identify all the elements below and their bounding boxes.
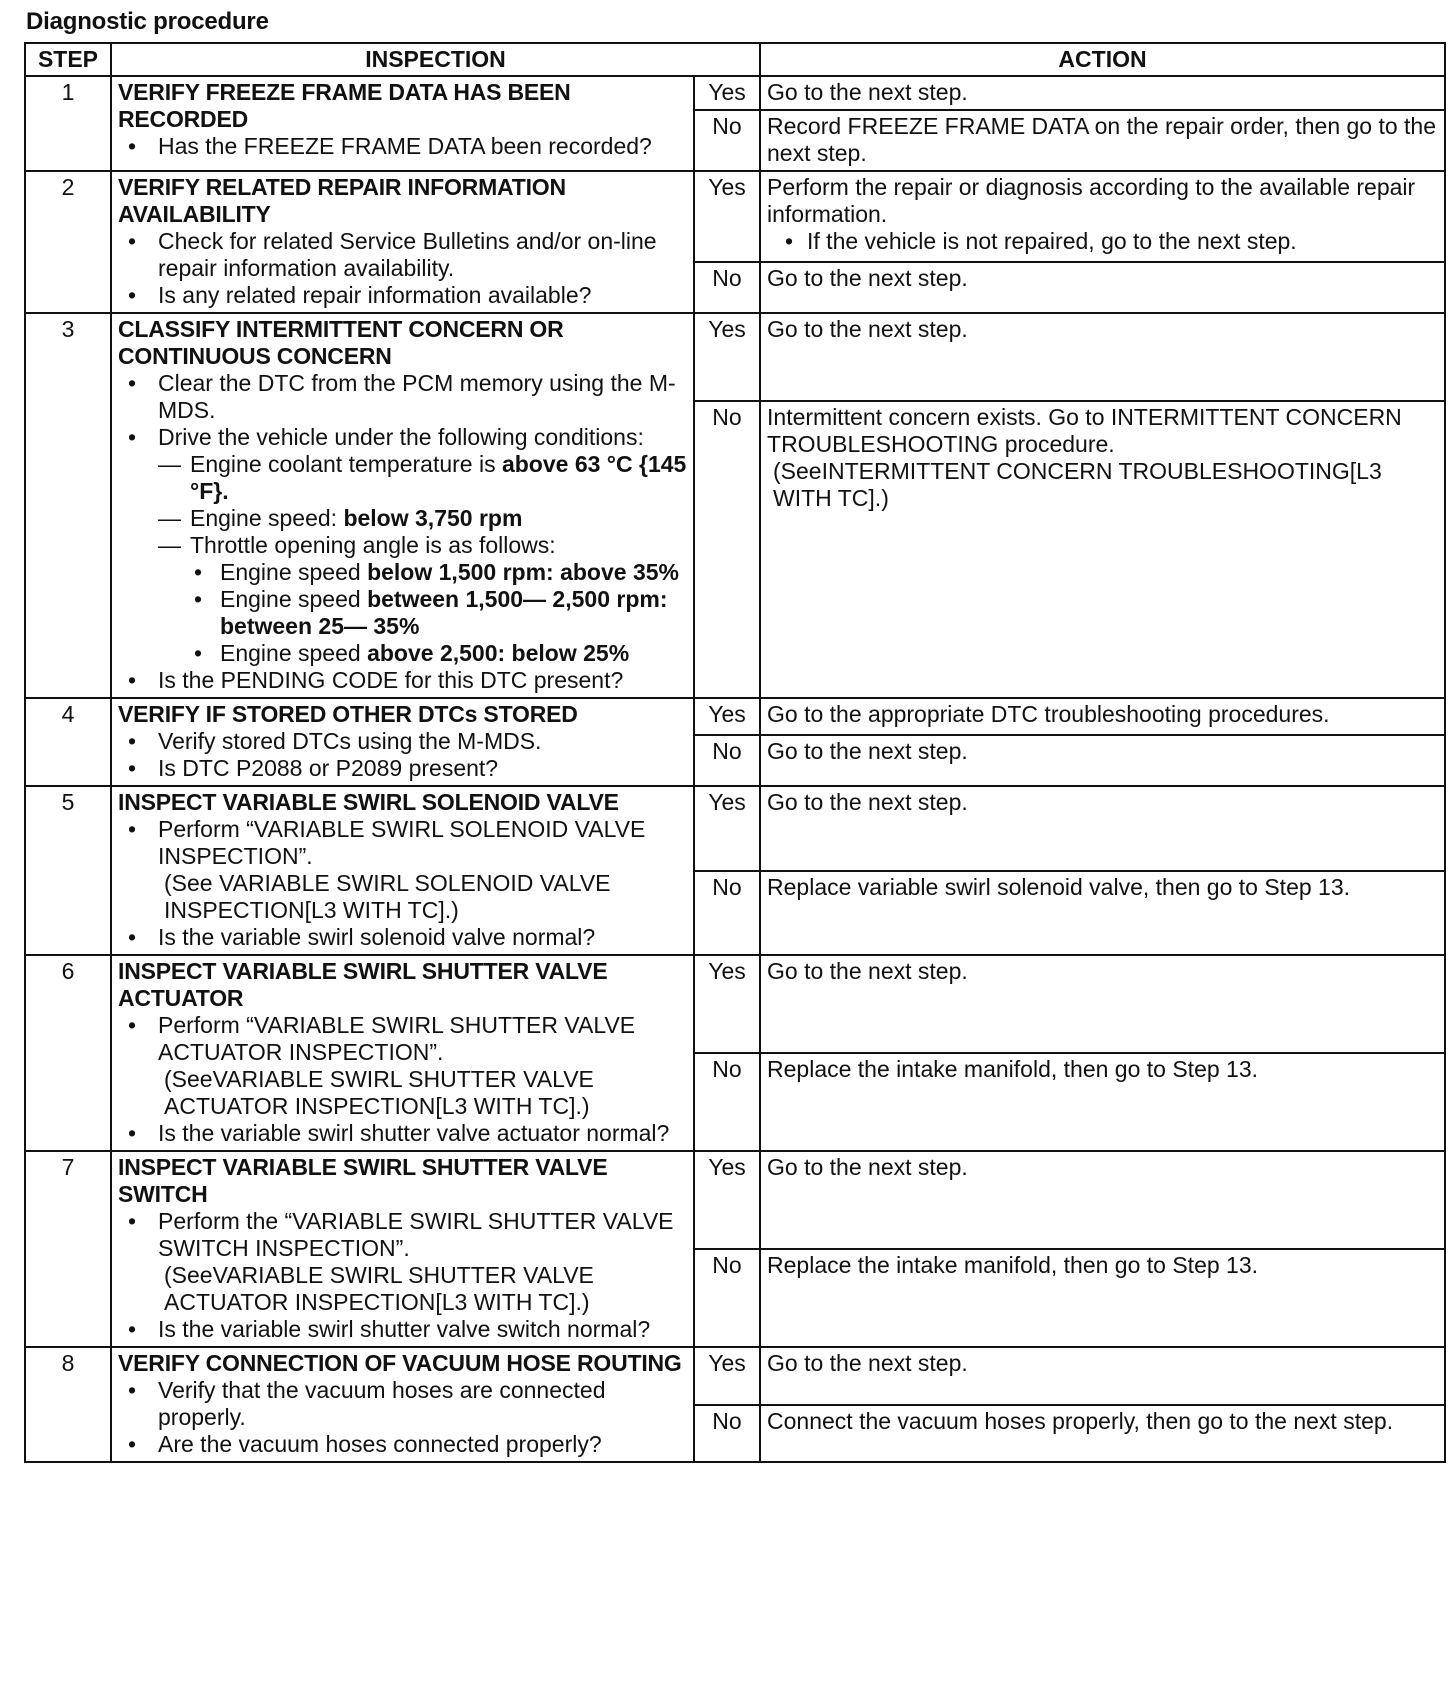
- yes-label: Yes: [694, 786, 760, 871]
- yes-label: Yes: [694, 1347, 760, 1405]
- inspection-cell: [111, 786, 694, 955]
- inspection-reference: (SeeVARIABLE SWIRL SHUTTER VALVE ACTUATOR INSPECTION[L3 WITH TC].): [164, 1066, 594, 1119]
- inspection-question: • Is the variable swirl solenoid valve normal?: [158, 924, 687, 951]
- document-title: Diagnostic procedure: [26, 8, 269, 35]
- inspection-list: [118, 370, 687, 694]
- inspection-title: VERIFY FREEZE FRAME DATA HAS BEEN RECORDED: [118, 79, 571, 132]
- inspection-question: • Has the FREEZE FRAME DATA been recorded?: [158, 133, 687, 160]
- condition-item: [190, 532, 687, 667]
- inspection-title: INSPECT VARIABLE SWIRL SOLENOID VALVE: [118, 789, 619, 815]
- table-row-step-1: [25, 76, 1445, 110]
- no-action-reference: (SeeINTERMITTENT CONCERN TROUBLESHOOTING[L3 WITH TC].): [773, 457, 1382, 511]
- inspection-list: [118, 816, 687, 951]
- yes-action: Go to the next step.: [760, 1347, 1445, 1405]
- inspection-question: • Is the PENDING CODE for this DTC present?: [158, 667, 687, 694]
- inspection-bullet: • Verify stored DTCs using the M-MDS.: [158, 728, 687, 755]
- yes-action-list: [767, 228, 1438, 255]
- inspection-cell: [111, 313, 694, 698]
- throttle-text: Engine speed: [220, 640, 368, 666]
- no-action-cell: [760, 401, 1445, 698]
- inspection-question: • Is DTC P2088 or P2089 present?: [158, 755, 687, 782]
- yes-label: Yes: [694, 955, 760, 1053]
- inspection-title: INSPECT VARIABLE SWIRL SHUTTER VALVE ACTUATOR: [118, 958, 608, 1011]
- inspection-title: INSPECT VARIABLE SWIRL SHUTTER VALVE SWITCH: [118, 1154, 608, 1207]
- throttle-value: between 1,500— 2,500 rpm: between 25— 35%: [220, 586, 668, 639]
- throttle-text: Engine speed: [220, 559, 368, 585]
- inspection-question: • Is the variable swirl shutter valve switch normal?: [158, 1316, 687, 1343]
- throttle-item: [220, 640, 687, 667]
- no-action: Replace variable swirl solenoid valve, then go to Step 13.: [760, 871, 1445, 956]
- condition-value: below 3,750 rpm: [343, 505, 523, 531]
- no-label: No: [694, 110, 760, 171]
- step-number: 3: [25, 313, 111, 698]
- throttle-value: below 1,500 rpm: above 35%: [367, 559, 679, 585]
- inspection-title: VERIFY CONNECTION OF VACUUM HOSE ROUTING: [118, 1350, 682, 1376]
- condition-list: [158, 451, 687, 667]
- inspection-list: [118, 1377, 687, 1458]
- inspection-bullet-text: Perform “VARIABLE SWIRL SOLENOID VALVE INSPECTION”.: [158, 816, 646, 869]
- condition-text: Engine speed:: [190, 505, 344, 531]
- no-action: Connect the vacuum hoses properly, then go to the next step.: [760, 1405, 1445, 1463]
- table-row-step-3: [25, 313, 1445, 401]
- inspection-list: [118, 133, 687, 160]
- inspection-title: CLASSIFY INTERMITTENT CONCERN OR CONTINUOUS CONCERN: [118, 316, 564, 369]
- inspection-bullet: • Check for related Service Bulletins and/or on-line repair information availability.: [158, 228, 687, 282]
- yes-label: Yes: [694, 76, 760, 110]
- yes-action: Go to the next step.: [760, 313, 1445, 401]
- inspection-bullet-text: Perform “VARIABLE SWIRL SHUTTER VALVE ACTUATOR INSPECTION”.: [158, 1012, 636, 1065]
- inspection-bullet-text: Perform the “VARIABLE SWIRL SHUTTER VALVE SWITCH INSPECTION”.: [158, 1208, 674, 1261]
- step-number: 8: [25, 1347, 111, 1462]
- inspection-cell: [111, 698, 694, 786]
- throttle-value: above 2,500: below 25%: [367, 640, 630, 666]
- yes-label: Yes: [694, 1151, 760, 1249]
- no-action: Replace the intake manifold, then go to Step 13.: [760, 1249, 1445, 1347]
- no-label: No: [694, 262, 760, 313]
- inspection-list: [118, 728, 687, 782]
- yes-action-cell: [760, 171, 1445, 262]
- yes-label: Yes: [694, 171, 760, 262]
- table-row-step-4: [25, 698, 1445, 735]
- inspection-reference: (SeeVARIABLE SWIRL SHUTTER VALVE ACTUATOR INSPECTION[L3 WITH TC].): [164, 1262, 594, 1315]
- yes-action: Go to the next step.: [760, 76, 1445, 110]
- inspection-bullet: [158, 424, 687, 667]
- step-number: 4: [25, 698, 111, 786]
- yes-label: Yes: [694, 698, 760, 735]
- step-number: 1: [25, 76, 111, 171]
- table-row-step-5: [25, 786, 1445, 871]
- no-label: No: [694, 1053, 760, 1151]
- inspection-bullet: [158, 816, 687, 924]
- inspection-title: VERIFY RELATED REPAIR INFORMATION AVAILABILITY: [118, 174, 566, 227]
- yes-action: Go to the next step.: [760, 955, 1445, 1053]
- no-label: No: [694, 1249, 760, 1347]
- yes-action: Perform the repair or diagnosis according to the available repair information.: [767, 174, 1416, 227]
- yes-action: Go to the next step.: [760, 1151, 1445, 1249]
- yes-label: Yes: [694, 313, 760, 401]
- condition-item: [190, 505, 687, 532]
- no-action: Go to the next step.: [760, 735, 1445, 786]
- no-label: No: [694, 871, 760, 956]
- inspection-cell: [111, 76, 694, 171]
- inspection-cell: [111, 171, 694, 313]
- no-action: Intermittent concern exists. Go to INTERMITTENT CONCERN TROUBLESHOOTING procedure.: [767, 403, 1402, 457]
- condition-item: [190, 451, 687, 505]
- condition-text: Throttle opening angle is as follows:: [190, 532, 556, 558]
- step-number: 5: [25, 786, 111, 955]
- condition-value: above 63 °C {145 °F}.: [190, 451, 687, 504]
- inspection-question: • Is any related repair information available?: [158, 282, 687, 309]
- yes-action: Go to the next step.: [760, 786, 1445, 871]
- header-inspection: INSPECTION: [111, 43, 760, 76]
- throttle-text: Engine speed: [220, 586, 368, 612]
- table-row-step-8: [25, 1347, 1445, 1405]
- no-label: No: [694, 735, 760, 786]
- table-row-step-2: [25, 171, 1445, 262]
- header-step: STEP: [25, 43, 111, 76]
- inspection-reference: (See VARIABLE SWIRL SOLENOID VALVE INSPECTION[L3 WITH TC].): [164, 870, 611, 923]
- throttle-item: [220, 586, 687, 640]
- inspection-title: VERIFY IF STORED OTHER DTCs STORED: [118, 701, 578, 727]
- step-number: 6: [25, 955, 111, 1151]
- inspection-list: [118, 1012, 687, 1147]
- inspection-cell: [111, 1347, 694, 1462]
- no-action: Record FREEZE FRAME DATA on the repair order, then go to the next step.: [760, 110, 1445, 171]
- inspection-list: [118, 228, 687, 309]
- inspection-question: • Are the vacuum hoses connected properly?: [158, 1431, 687, 1458]
- throttle-item: [220, 559, 687, 586]
- step-number: 7: [25, 1151, 111, 1347]
- inspection-bullet: [158, 1012, 687, 1120]
- inspection-bullet: [158, 1208, 687, 1316]
- header-action: ACTION: [760, 43, 1445, 76]
- inspection-cell: [111, 1151, 694, 1347]
- no-action: Replace the intake manifold, then go to Step 13.: [760, 1053, 1445, 1151]
- no-label: No: [694, 401, 760, 698]
- no-label: No: [694, 1405, 760, 1463]
- inspection-list: [118, 1208, 687, 1343]
- table-row-step-7: [25, 1151, 1445, 1249]
- table-row-step-6: [25, 955, 1445, 1053]
- inspection-bullet: • Clear the DTC from the PCM memory using the M-MDS.: [158, 370, 687, 424]
- inspection-cell: [111, 955, 694, 1151]
- inspection-bullet: • Verify that the vacuum hoses are connected properly.: [158, 1377, 687, 1431]
- diagnostic-procedure-table: [24, 42, 1446, 1463]
- inspection-question: • Is the variable swirl shutter valve actuator normal?: [158, 1120, 687, 1147]
- yes-action-sub: • If the vehicle is not repaired, go to the next step.: [807, 228, 1438, 255]
- inspection-bullet-text: Drive the vehicle under the following conditions:: [158, 424, 644, 450]
- yes-action: Go to the appropriate DTC troubleshooting procedures.: [760, 698, 1445, 735]
- step-number: 2: [25, 171, 111, 313]
- table-header-row: [25, 43, 1445, 76]
- throttle-list: [190, 559, 687, 667]
- no-action: Go to the next step.: [760, 262, 1445, 313]
- condition-text: Engine coolant temperature is: [190, 451, 502, 477]
